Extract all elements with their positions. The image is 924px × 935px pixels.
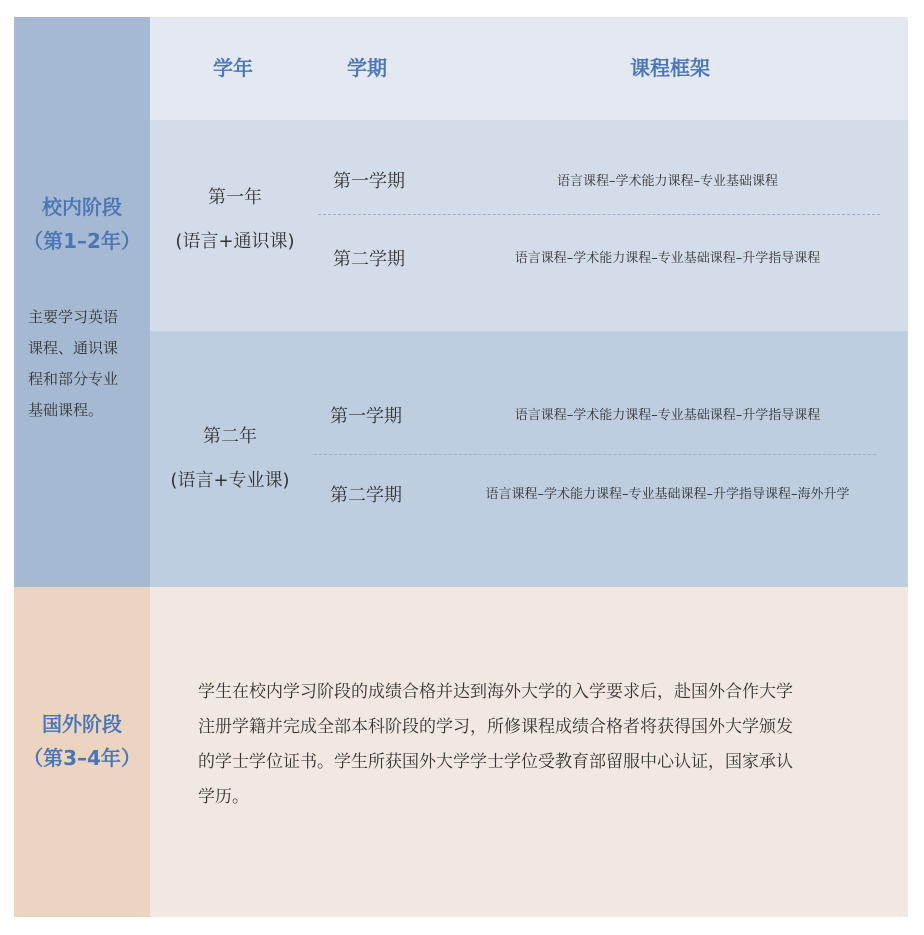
year2-semester2-courses: 语言课程–学术能力课程–专业基础课程–升学指导课程–海外升学	[485, 487, 850, 502]
year1-label	[160, 176, 310, 264]
abroad-stage-paragraph	[198, 675, 898, 815]
description-line: 主要学习英语	[28, 308, 119, 326]
abroad-stage-name: 国外阶段	[42, 712, 122, 736]
year1-semester1-label: 第一学期	[333, 171, 405, 192]
paragraph-line: 学生在校内学习阶段的成绩合格并达到海外大学的入学要求后，赴国外合作大学	[198, 682, 793, 702]
header-year: 学年	[213, 56, 253, 80]
domestic-stage-description	[28, 302, 148, 426]
year1-semester2-label: 第二学期	[333, 249, 405, 270]
year2-label	[155, 415, 305, 503]
year-name: 第一年	[208, 187, 262, 208]
year2-semester1-label: 第一学期	[330, 406, 402, 427]
domestic-stage-name: 校内阶段	[42, 195, 122, 219]
description-line: 基础课程。	[28, 401, 104, 419]
header-course-framework: 课程框架	[630, 56, 710, 80]
year1-semester2-courses: 语言课程–学术能力课程–专业基础课程–升学指导课程	[514, 251, 821, 266]
year2-semester1-courses: 语言课程–学术能力课程–专业基础课程–升学指导课程	[514, 408, 821, 423]
year-type: (语言+专业课)	[170, 470, 290, 491]
header-semester: 学期	[347, 56, 387, 80]
paragraph-line: 的学士学位证书。学生所获国外大学学士学位受教育部留服中心认证，国家承认	[198, 752, 793, 772]
description-line: 课程、通识课	[28, 339, 119, 357]
year-type: (语言+通识课)	[175, 231, 295, 252]
domestic-stage-title	[14, 190, 150, 258]
year-name: 第二年	[203, 426, 257, 447]
description-line: 程和部分专业	[28, 370, 119, 388]
semester-divider	[314, 454, 876, 455]
paragraph-line: 学历。	[198, 787, 249, 807]
year2-semester2-label: 第二学期	[330, 485, 402, 506]
abroad-stage-years: （第3–4年）	[23, 746, 141, 770]
year1-semester1-courses: 语言课程–学术能力课程–专业基础课程	[556, 174, 778, 189]
paragraph-line: 注册学籍并完成全部本科阶段的学习，所修课程成绩合格者将获得国外大学颁发	[198, 717, 793, 737]
abroad-stage-title	[14, 707, 150, 775]
domestic-stage-years: （第1–2年）	[23, 229, 141, 253]
semester-divider	[318, 214, 880, 215]
